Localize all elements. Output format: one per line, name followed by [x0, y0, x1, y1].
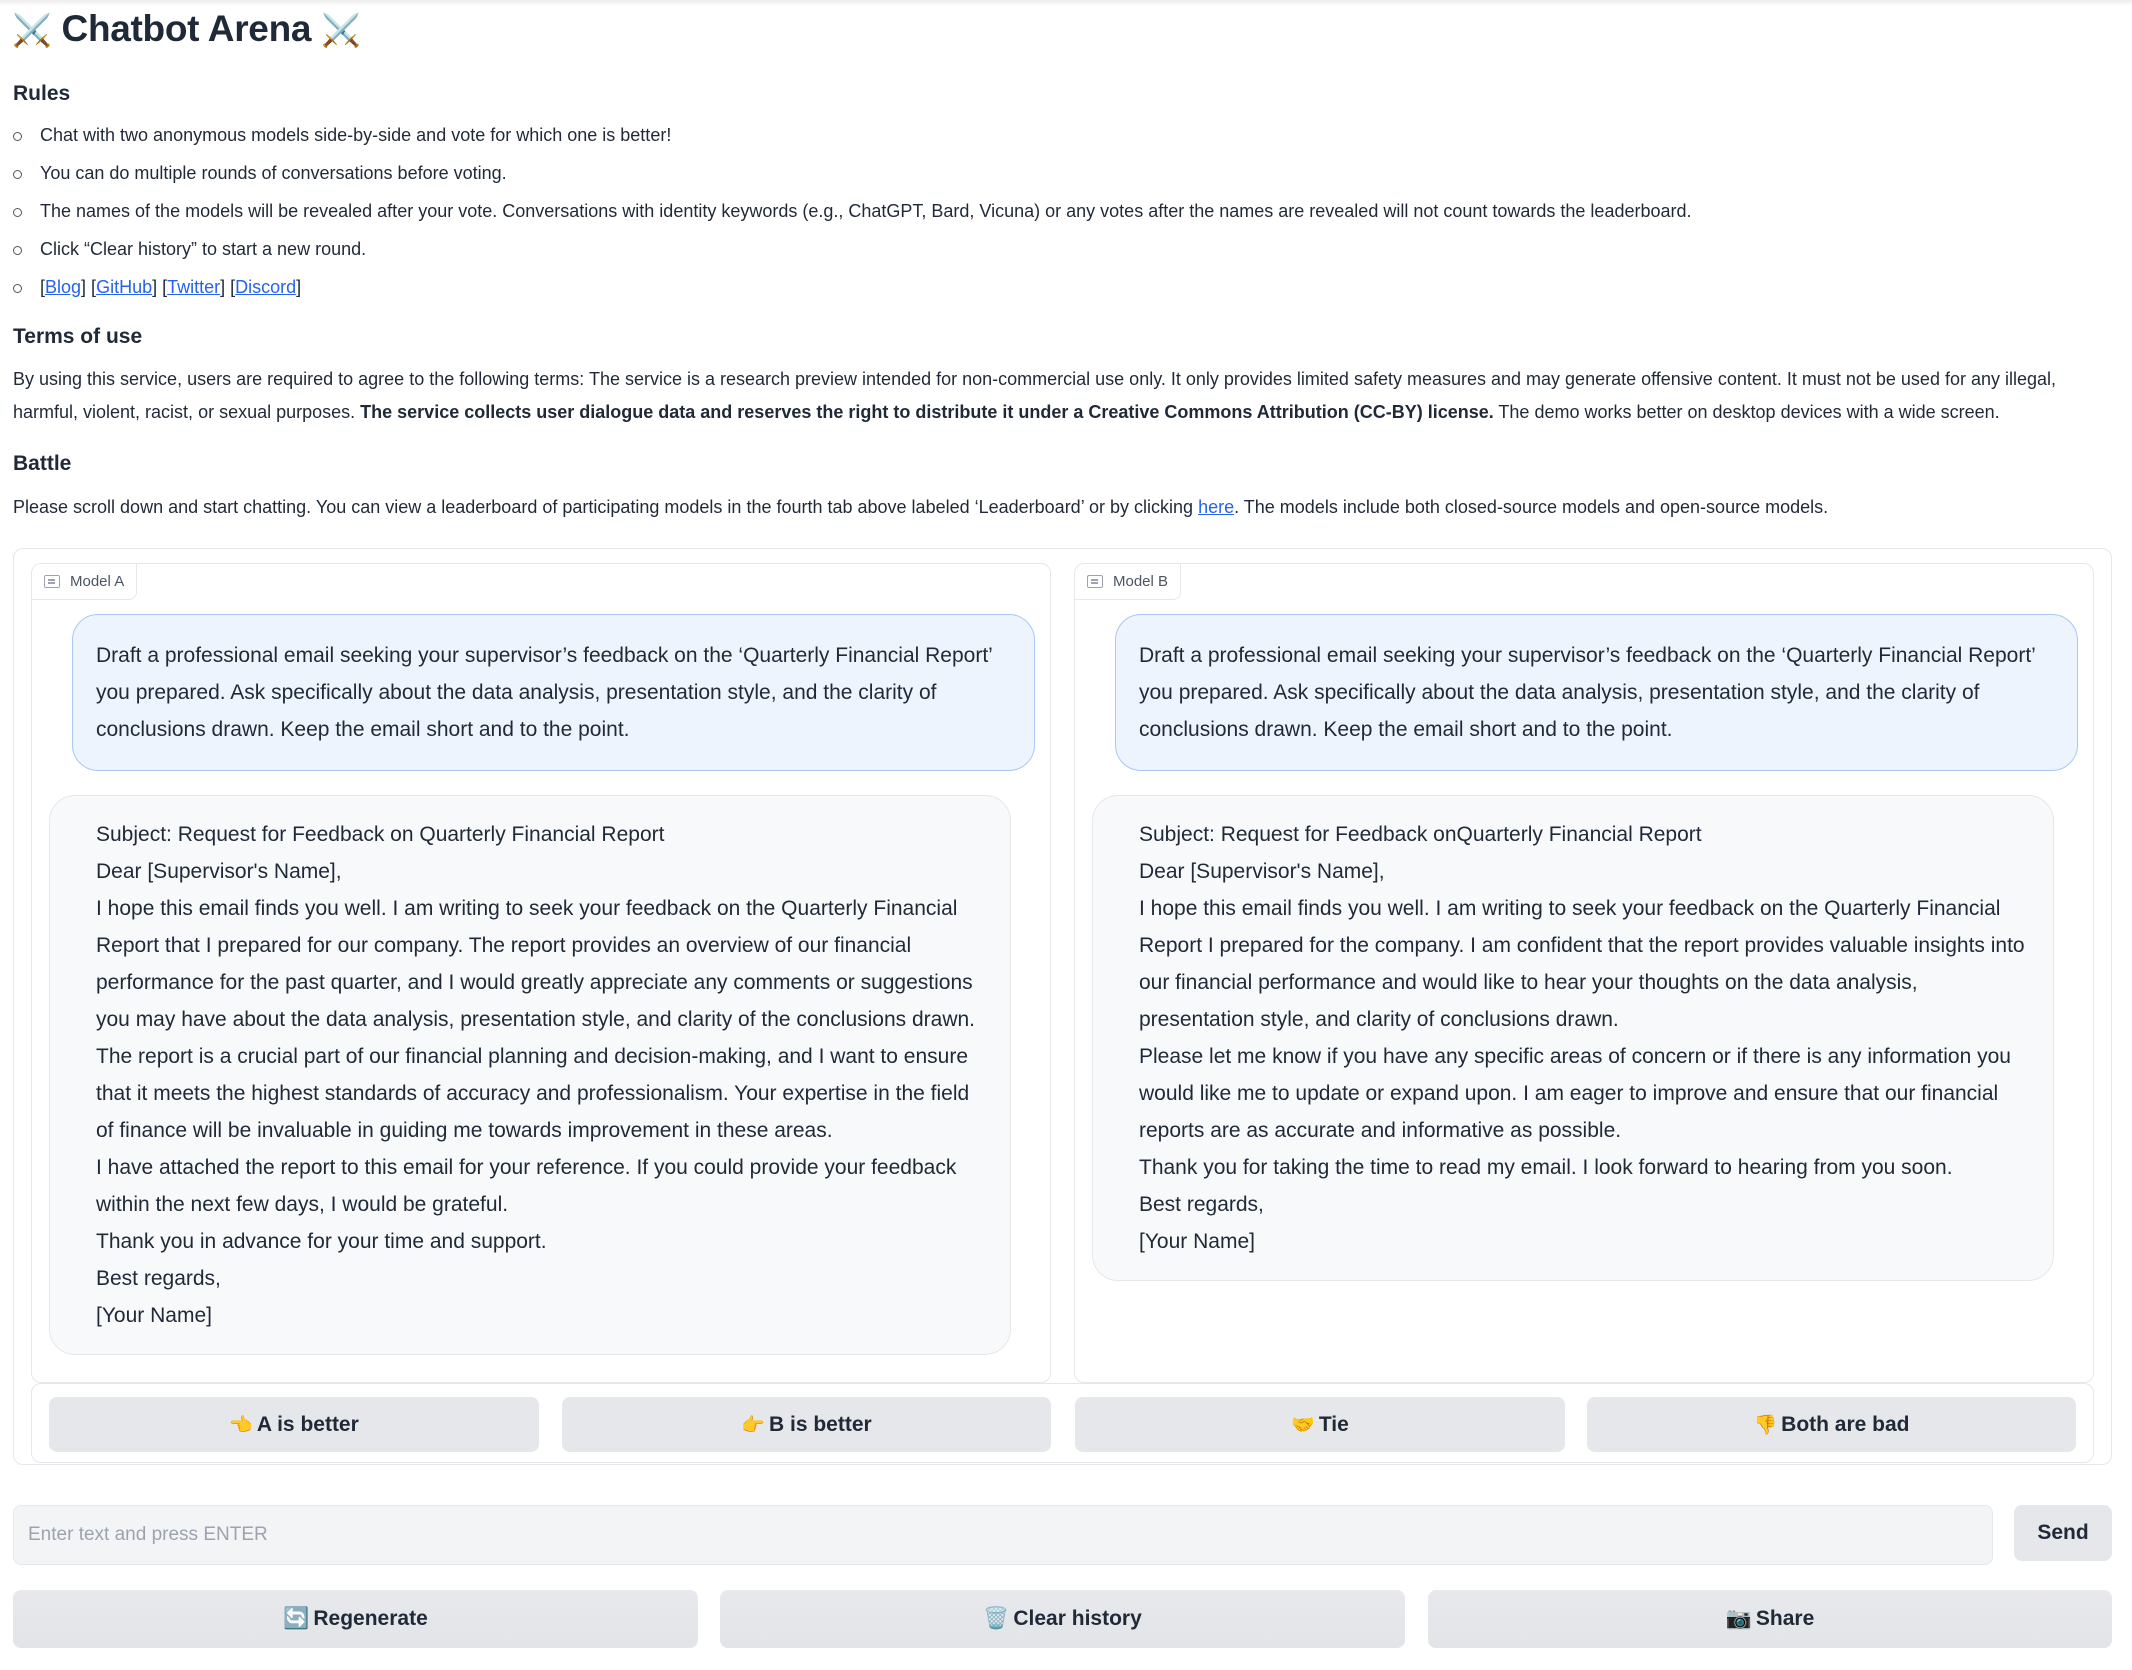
- share-label: Share: [1755, 1607, 1815, 1630]
- battle-text: [13, 491, 2113, 524]
- camera-icon: 📷: [1725, 1607, 1752, 1630]
- response-line: The report is a crucial part of our financial planning and decision-making, and I want to ensure that it meets the highest standards of accuracy and professionalism. Your expertise in the field of finance will be invaluable in guiding me towards improvement in these areas.: [96, 1045, 970, 1142]
- regenerate-button[interactable]: [13, 1590, 698, 1648]
- pointing-left-icon: 👈: [229, 1414, 253, 1436]
- battle-heading: Battle: [13, 452, 72, 475]
- twitter-link[interactable]: Twitter: [167, 277, 221, 297]
- response-line: [Your Name]: [96, 1304, 212, 1327]
- leaderboard-here-link[interactable]: here: [1198, 497, 1235, 517]
- terms-bold-text: The service collects user dialogue data and reserves the right to distribute it under a Creative Commons Attribution (CC-BY) license.: [360, 402, 1494, 422]
- both-bad-label: Both are bad: [1781, 1412, 1910, 1436]
- trash-icon: 🗑️: [983, 1607, 1010, 1630]
- regenerate-label: Regenerate: [313, 1607, 428, 1630]
- assistant-message: [1092, 795, 2054, 1281]
- clear-history-label: Clear history: [1013, 1607, 1142, 1630]
- battle-text-part: . The models include both closed-source models and open-source models.: [1234, 497, 1829, 517]
- response-line: Thank you for taking the time to read my email. I look forward to hearing from you soon.: [1139, 1156, 1953, 1179]
- response-line: Subject: Request for Feedback onQuarterly Financial Report: [1139, 823, 1702, 846]
- response-line: Please let me know if you have any specific areas of concern or if there is any information you would like me to update or expand upon. I am eager to improve and ensure that our financial reports are as accurate and informative as possible.: [1139, 1045, 2011, 1142]
- tie-button[interactable]: [1075, 1397, 1565, 1452]
- response-line: Dear [Supervisor's Name],: [1139, 860, 1385, 883]
- response-line: Best regards,: [96, 1267, 221, 1290]
- discord-link[interactable]: Discord: [235, 277, 297, 297]
- refresh-icon: 🔄: [283, 1607, 310, 1630]
- send-button[interactable]: [2014, 1505, 2112, 1561]
- terms-heading: Terms of use: [13, 325, 143, 348]
- page-title: [12, 8, 361, 50]
- battle-text-part: Please scroll down and start chatting. You can view a leaderboard of participating models in the fourth tab above labeled ‘Leaderboard’ or by clicking: [13, 497, 1199, 517]
- send-label: Send: [2037, 1521, 2089, 1544]
- response-line: I hope this email finds you well. I am writing to seek your feedback on the Quarterly Financial Report I prepared for the company. I am confident that the report provides valuable insights into our financial performance and would like to hear your thoughts on the data analysis, presentation style, and clarity of conclusions drawn.: [1139, 897, 2025, 1031]
- assistant-message: [49, 795, 1011, 1355]
- chat-bubble-icon: [1087, 575, 1103, 588]
- github-link[interactable]: GitHub: [96, 277, 153, 297]
- response-line: Thank you in advance for your time and support.: [96, 1230, 547, 1253]
- page-title-text: Chatbot Arena: [61, 8, 312, 49]
- rule-item: You can do multiple rounds of conversations before voting.: [13, 158, 1692, 196]
- rules-list: [13, 120, 1692, 310]
- both-bad-button[interactable]: [1587, 1397, 2076, 1452]
- response-line: Best regards,: [1139, 1193, 1264, 1216]
- rule-item-links: [Blog] [GitHub] [Twitter] [Discord]: [13, 272, 1692, 310]
- chatbot-model-a[interactable]: [31, 563, 1051, 1383]
- clear-history-button[interactable]: [720, 1590, 1405, 1648]
- model-a-label-text: Model A: [70, 573, 125, 590]
- model-a-label: [32, 564, 137, 600]
- share-button[interactable]: [1428, 1590, 2112, 1648]
- rule-item: Chat with two anonymous models side-by-side and vote for which one is better!: [13, 120, 1692, 158]
- rule-item: Click “Clear history” to start a new round.: [13, 234, 1692, 272]
- thumbs-down-icon: 👎: [1753, 1414, 1778, 1436]
- chat-bubble-icon: [44, 575, 60, 588]
- blog-link[interactable]: Blog: [45, 277, 82, 297]
- rules-heading: Rules: [13, 82, 71, 105]
- response-line: Dear [Supervisor's Name],: [96, 860, 342, 883]
- top-shadow: [0, 0, 2132, 6]
- chatbot-model-b[interactable]: [1074, 563, 2094, 1383]
- input-placeholder: Enter text and press ENTER: [28, 1524, 268, 1545]
- rule-item: The names of the models will be revealed after your vote. Conversations with identity keywords (e.g., ChatGPT, Bard, Vicuna) or any votes after the names are revealed will not count towards the leaderboard.: [13, 196, 1692, 234]
- user-message: Draft a professional email seeking your supervisor’s feedback on the ‘Quarterly Financial Report’ you prepared. Ask specifically about the data analysis, presentation style, and the clarity of conclusions drawn. Keep the email short and to the point.: [1115, 614, 2078, 771]
- a-is-better-label: A is better: [256, 1412, 359, 1436]
- tie-label: Tie: [1318, 1412, 1349, 1436]
- handshake-icon: 🤝: [1291, 1414, 1315, 1436]
- response-line: [Your Name]: [1139, 1230, 1255, 1253]
- response-line: Subject: Request for Feedback on Quarterly Financial Report: [96, 823, 665, 846]
- b-is-better-label: B is better: [768, 1412, 872, 1436]
- pointing-right-icon: 👉: [741, 1414, 765, 1436]
- crossed-swords-icon: ⚔️: [12, 12, 52, 48]
- model-b-label: [1075, 564, 1181, 600]
- terms-text-part: The demo works better on desktop devices with a wide screen.: [1493, 402, 2000, 422]
- a-is-better-button[interactable]: [49, 1397, 539, 1452]
- crossed-swords-icon: ⚔️: [321, 12, 361, 48]
- model-b-label-text: Model B: [1113, 573, 1169, 590]
- terms-text-part: By using this service, users are required to agree to the following terms: The service is a research preview intended for non-commercial use only. It only provides limited safety measures and may generate offensive content. It must not be used for any illegal, harmful, violent, racist, or sexual purposes.: [13, 369, 2057, 422]
- response-line: I hope this email finds you well. I am writing to seek your feedback on the Quarterly Financial Report that I prepared for our company. The report provides an overview of our financial performance for the past quarter, and I would greatly appreciate any comments or suggestions you may have about the data analysis, presentation style, and clarity of the conclusions drawn.: [96, 897, 976, 1031]
- b-is-better-button[interactable]: [562, 1397, 1051, 1452]
- user-message: Draft a professional email seeking your supervisor’s feedback on the ‘Quarterly Financial Report’ you prepared. Ask specifically about the data analysis, presentation style, and the clarity of conclusions drawn. Keep the email short and to the point.: [72, 614, 1035, 771]
- terms-text: [13, 363, 2113, 429]
- message-input[interactable]: [13, 1505, 1993, 1565]
- response-line: I have attached the report to this email for your reference. If you could provide your feedback within the next few days, I would be grateful.: [96, 1156, 957, 1216]
